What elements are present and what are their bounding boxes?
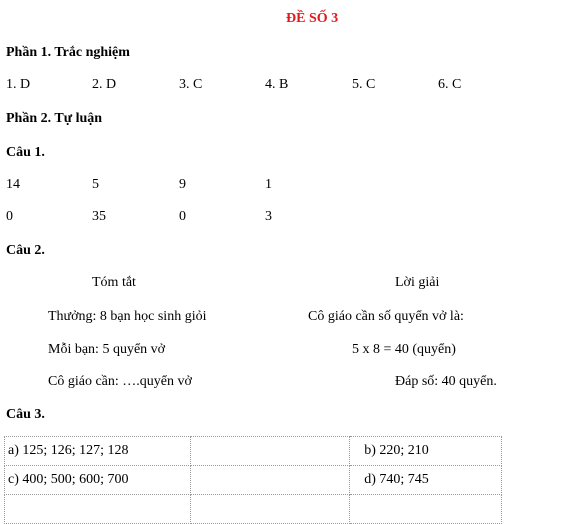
answer-2: 2. D: [92, 77, 117, 92]
answer-4: 4. B: [265, 77, 289, 92]
answer-1: 1. D: [6, 77, 31, 92]
table-cell: [5, 495, 191, 524]
table-cell: [190, 466, 349, 495]
table-cell: [190, 437, 349, 466]
question1-label: Câu 1.: [6, 145, 45, 160]
table-cell: d) 740; 745: [350, 466, 502, 495]
q1-value: 0: [179, 209, 186, 224]
solution-line: 5 x 8 = 40 (quyển): [352, 342, 456, 357]
q1-value: 9: [179, 177, 186, 192]
summary-line: Mỗi bạn: 5 quyển vở: [48, 342, 166, 357]
table-cell: [350, 495, 502, 524]
q1-value: 5: [92, 177, 99, 192]
table-cell: b) 220; 210: [350, 437, 502, 466]
table-cell: c) 400; 500; 600; 700: [5, 466, 191, 495]
q1-value: 14: [6, 177, 20, 192]
table-cell: a) 125; 126; 127; 128: [5, 437, 191, 466]
table-row: [5, 495, 502, 524]
answer-3: 3. C: [179, 77, 203, 92]
solution-title: Lời giải: [395, 275, 440, 290]
q1-value: 35: [92, 209, 106, 224]
q1-value: 1: [265, 177, 272, 192]
question3-label: Câu 3.: [6, 407, 45, 422]
answer-5: 5. C: [352, 77, 376, 92]
summary-line: Cô giáo cần: ….quyển vở: [48, 374, 192, 389]
summary-title: Tóm tắt: [92, 275, 136, 290]
table-cell: [190, 495, 349, 524]
solution-line: Cô giáo cần số quyển vở là:: [308, 309, 464, 324]
solution-line: Đáp số: 40 quyển.: [395, 374, 497, 389]
part1-heading: Phần 1. Trắc nghiệm: [6, 45, 130, 60]
summary-line: Thưởng: 8 bạn học sinh giỏi: [48, 309, 207, 324]
table-row: [5, 437, 502, 466]
q1-value: 3: [265, 209, 272, 224]
answer-table: [4, 436, 502, 524]
q1-value: 0: [6, 209, 13, 224]
document-title: ĐỀ SỐ 3: [286, 11, 339, 26]
question2-label: Câu 2.: [6, 243, 45, 258]
answer-6: 6. C: [438, 77, 462, 92]
table-row: [5, 466, 502, 495]
part2-heading: Phần 2. Tự luận: [6, 111, 103, 126]
